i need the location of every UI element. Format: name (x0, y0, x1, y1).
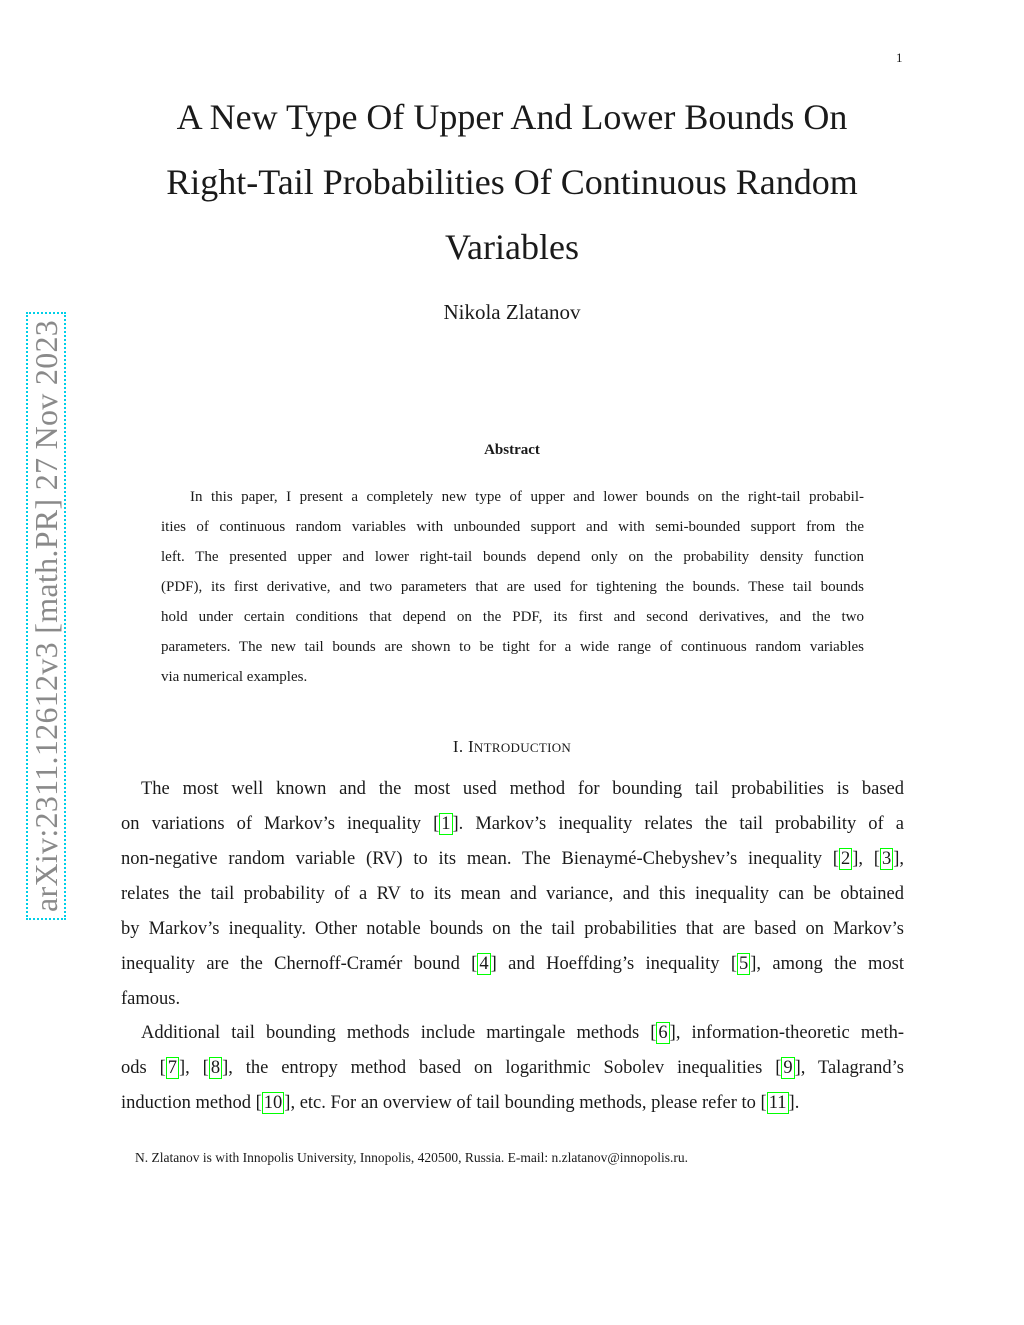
citation-link[interactable]: 8 (210, 1058, 221, 1078)
abstract-heading: Abstract (484, 442, 540, 458)
citation-link[interactable]: 3 (881, 849, 892, 869)
text-line (121, 842, 904, 877)
abstract-line: left. The presented upper and lower right-tail bounds depend only on the probability density function (161, 549, 864, 565)
text-run: ], [ (852, 849, 880, 869)
abstract-line: In this paper, I present a completely new type of upper and lower bounds on the right-tail probabil- (190, 489, 864, 505)
citation-link[interactable]: 2 (840, 849, 851, 869)
text-run: ]. (788, 1093, 800, 1113)
text-line: by Markov’s inequality. Other notable bounds on the tail probabilities that are based on Markov’s (121, 919, 904, 939)
text-line: The most well known and the most used method for bounding tail probabilities is based (141, 779, 904, 799)
citation-link[interactable]: 4 (479, 954, 489, 974)
text-run: ]. Markov’s inequality relates the tail probability of a (452, 814, 904, 834)
text-run: Additional tail bounding methods include martingale methods [ (141, 1023, 657, 1043)
text-run: ods [ (121, 1058, 166, 1078)
citation-link[interactable]: 6 (658, 1023, 668, 1043)
author-name: Nikola Zlatanov (443, 300, 581, 324)
text-line (121, 1016, 904, 1051)
section-numeral: I. (452, 737, 464, 756)
section-heading-introduction (0, 737, 1024, 757)
text-run: ], information-theoretic meth- (669, 1023, 904, 1043)
abstract-text (161, 482, 864, 692)
text-line (121, 1086, 904, 1121)
text-run: on variations of Markov’s inequality [ (121, 814, 440, 834)
section-title-rest: NTRODUCTION (473, 740, 572, 755)
text-line (121, 807, 904, 842)
text-run: ] and Hoeffding’s inequality [ (490, 954, 738, 974)
title-line: Right-Tail Probabilities Of Continuous Random (166, 162, 858, 202)
citation-link[interactable]: 9 (783, 1058, 793, 1078)
title-line: Variables (445, 227, 579, 267)
text-run: non-negative random variable (RV) to its mean. The Bienaymé-Chebyshev’s inequality [ (121, 849, 839, 869)
text-run: inequality are the Chernoff-Cramér bound [ (121, 954, 478, 974)
abstract-line: via numerical examples. (161, 669, 308, 685)
abstract-line: hold under certain conditions that depend on the PDF, its first and second derivatives, and the two (161, 609, 864, 625)
paper-title (120, 85, 904, 280)
citation-link[interactable]: 10 (263, 1093, 283, 1113)
abstract-line: (PDF), its first derivative, and two parameters that are used for tightening the bounds. These tail bounds (161, 579, 864, 595)
title-line: A New Type Of Upper And Lower Bounds On (176, 97, 848, 137)
text-run: ], (893, 849, 904, 869)
section-title-initial: I (467, 737, 474, 756)
citation-link[interactable]: 11 (768, 1093, 787, 1113)
text-run: ], the entropy method based on logarithmic Sobolev inequalities [ (222, 1058, 782, 1078)
intro-paragraph-1 (121, 772, 904, 1017)
arxiv-identifier-stamp[interactable]: arXiv:2311.12612v3 [math.PR] 27 Nov 2023 (26, 312, 66, 920)
author-affiliation-footnote: N. Zlatanov is with Innopolis University, Innopolis, 420500, Russia. E-mail: n.zlatanov@innopolis.ru. (135, 1150, 689, 1165)
text-run: induction method [ (121, 1093, 262, 1113)
text-line: relates the tail probability of a RV to its mean and variance, and this inequality can be obtained (121, 884, 904, 904)
page-number: 1 (896, 50, 903, 65)
text-line (121, 947, 904, 982)
citation-link[interactable]: 7 (167, 1058, 177, 1078)
citation-link[interactable]: 5 (739, 954, 749, 974)
text-run: ], [ (179, 1058, 209, 1078)
citation-link[interactable]: 1 (441, 814, 451, 834)
text-run: ], among the most (750, 954, 904, 974)
text-run: ], etc. For an overview of tail bounding methods, please refer to [ (284, 1093, 767, 1113)
abstract-line: parameters. The new tail bounds are shown to be tight for a wide range of continuous random variables (161, 639, 864, 655)
abstract-line: ities of continuous random variables with unbounded support and with semi-bounded support from the (161, 519, 864, 535)
text-line: famous. (121, 989, 181, 1009)
intro-paragraph-2 (121, 1016, 904, 1121)
text-line (121, 1051, 904, 1086)
text-run: ], Talagrand’s (794, 1058, 904, 1078)
